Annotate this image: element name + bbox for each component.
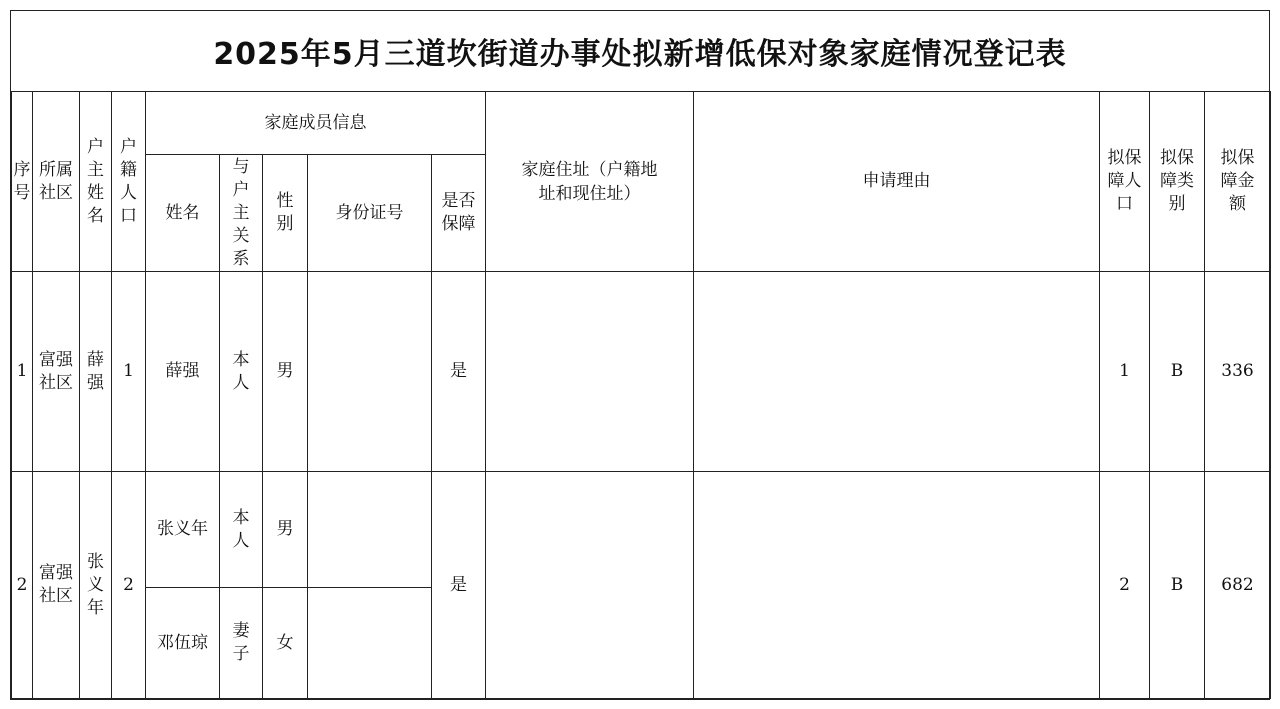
header-category-label: 拟保障类别 [1160, 148, 1195, 214]
form-title: 2025年5月三道坎街道办事处拟新增低保对象家庭情况登记表 [213, 37, 1067, 72]
table-row [12, 472, 1271, 588]
header-seq-label: 序号 [13, 159, 31, 203]
header-community-label: 所属社区 [39, 159, 73, 203]
registration-table [11, 91, 1271, 699]
header-amount [1205, 92, 1271, 272]
cell-amount: 336 [1205, 272, 1271, 472]
cell-community [33, 472, 80, 699]
cell-member-id-number [308, 272, 432, 472]
cell-community-label: 富强社区 [39, 563, 73, 606]
header-is-covered-label: 是否保障 [441, 191, 476, 234]
cell-category: B [1150, 272, 1205, 472]
header-relation [220, 155, 263, 272]
header-seq [12, 92, 33, 272]
cell-member-name: 薛强 [146, 272, 220, 472]
header-covered-count-label: 拟保障人口 [1107, 148, 1142, 214]
header-id-number: 身份证号 [308, 155, 432, 272]
cell-amount: 682 [1205, 472, 1271, 699]
cell-seq: 1 [12, 272, 33, 472]
cell-householder [80, 472, 112, 699]
cell-householder-label: 张义年 [87, 551, 104, 618]
cell-registered-count: 2 [112, 472, 146, 699]
cell-member-id-number [308, 588, 432, 699]
cell-seq: 2 [12, 472, 33, 699]
cell-member-relation [220, 588, 263, 699]
cell-householder-label: 薛强 [87, 349, 104, 393]
header-is-covered [432, 155, 486, 272]
cell-member-relation-label: 本人 [232, 349, 250, 393]
registration-form [10, 10, 1270, 700]
cell-member-gender: 女 [263, 588, 308, 699]
cell-covered-count: 2 [1100, 472, 1150, 699]
cell-member-relation-label: 本人 [232, 507, 250, 551]
header-registered-count-label: 户籍人口 [120, 136, 137, 226]
header-registered-count [112, 92, 146, 272]
header-covered-count [1100, 92, 1150, 272]
header-gender-label: 性别 [276, 191, 294, 234]
cell-member-gender: 男 [263, 272, 308, 472]
cell-member-relation [220, 272, 263, 472]
header-address-label: 家庭住址（户籍地址和现住址） [521, 159, 658, 204]
cell-community-label: 富强社区 [39, 349, 73, 393]
header-category [1150, 92, 1205, 272]
cell-address [486, 472, 694, 699]
cell-is-covered: 是 [432, 272, 486, 472]
cell-reason [694, 272, 1100, 472]
cell-householder [80, 272, 112, 472]
cell-member-gender: 男 [263, 472, 308, 588]
header-gender [263, 155, 308, 272]
cell-reason [694, 472, 1100, 699]
cell-member-relation-label: 妻子 [232, 621, 250, 664]
header-community [33, 92, 80, 272]
cell-category: B [1150, 472, 1205, 699]
cell-member-name: 张义年 [146, 472, 220, 588]
cell-member-relation [220, 472, 263, 588]
cell-address [486, 272, 694, 472]
cell-community [33, 272, 80, 472]
cell-registered-count: 1 [112, 272, 146, 472]
table-row [12, 272, 1271, 472]
cell-is-covered: 是 [432, 472, 486, 699]
header-name: 姓名 [146, 155, 220, 272]
header-amount-label: 拟保障金额 [1220, 148, 1255, 214]
header-householder [80, 92, 112, 272]
header-relation-label: 与户主关系 [232, 156, 250, 269]
header-reason: 申请理由 [694, 92, 1100, 272]
header-householder-label: 户主姓名 [87, 136, 104, 226]
header-family-info: 家庭成员信息 [146, 92, 486, 155]
header-row-1 [12, 92, 1271, 155]
cell-member-name: 邓伍琼 [146, 588, 220, 699]
cell-covered-count: 1 [1100, 272, 1150, 472]
cell-member-id-number [308, 472, 432, 588]
header-address [486, 92, 694, 272]
